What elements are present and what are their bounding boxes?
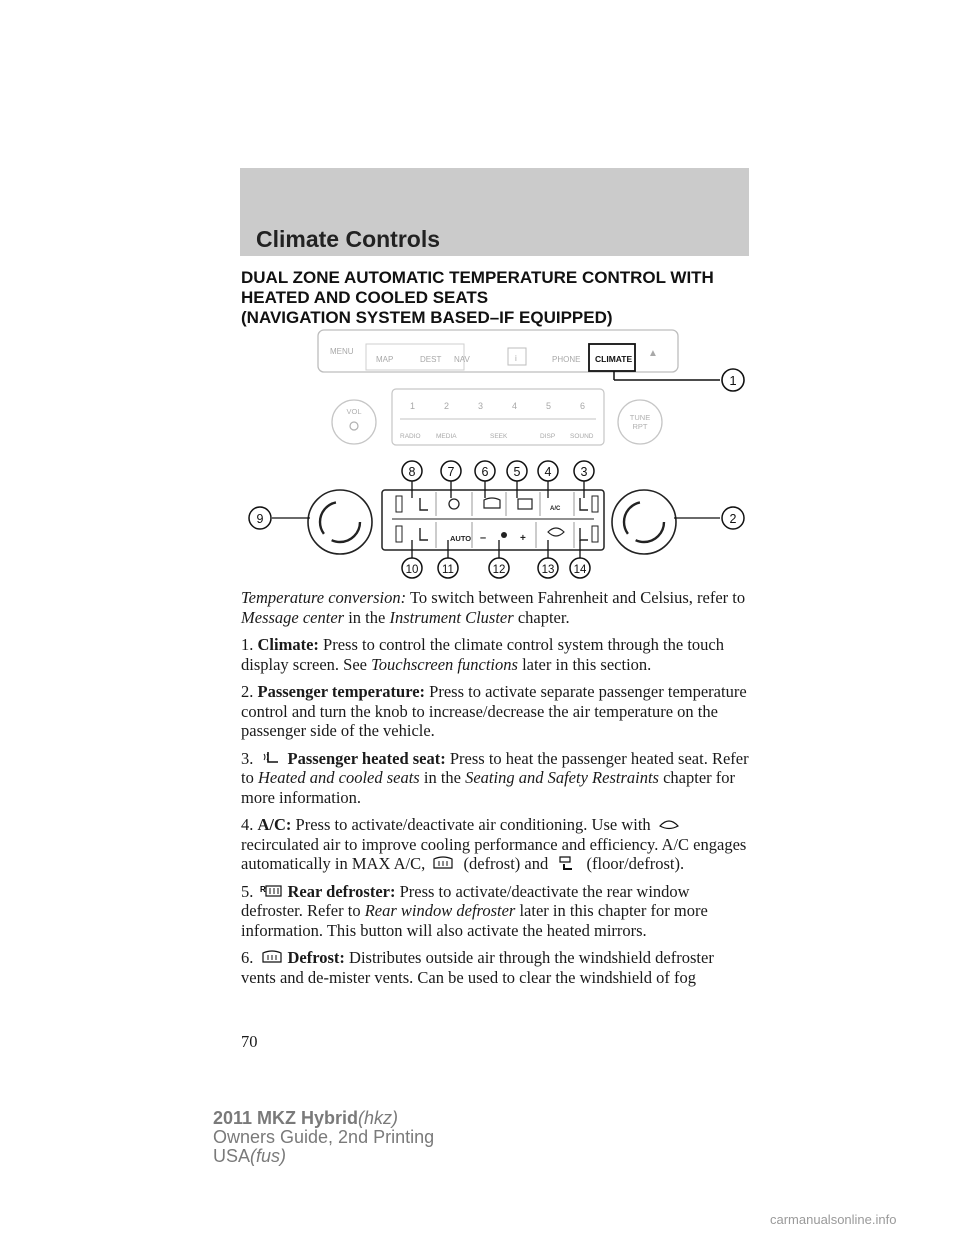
heading-line-2: HEATED AND COOLED SEATS bbox=[241, 288, 489, 307]
footer-model: 2011 MKZ Hybrid bbox=[213, 1108, 359, 1128]
paragraph-3 bbox=[241, 749, 751, 808]
watermark: carmanualsonline.info bbox=[770, 1212, 897, 1227]
callout-12-label: 12 bbox=[492, 564, 506, 576]
preset-4: 4 bbox=[512, 401, 518, 411]
callout-3-label: 3 bbox=[580, 465, 588, 479]
floor-defrost-icon bbox=[554, 855, 578, 871]
passenger-cooled-seat-icon bbox=[580, 528, 588, 540]
heated-seat-icon bbox=[260, 750, 284, 766]
p1-text-2: later in this section. bbox=[517, 654, 652, 674]
sound-button: SOUND bbox=[570, 433, 594, 440]
p3-text-3: chapter for more information. bbox=[241, 768, 736, 807]
tune-label: TUNE bbox=[629, 413, 651, 422]
p1-ref: Touchscreen functions bbox=[371, 654, 518, 674]
p5-number: 5. bbox=[241, 881, 258, 901]
p5-text-1: Press to activate/deactivate the rear window defroster. Refer to bbox=[241, 881, 690, 920]
callout-7-label: 7 bbox=[447, 465, 455, 479]
paragraph-2 bbox=[241, 682, 751, 741]
callout-9-label: 9 bbox=[256, 512, 264, 526]
page-number: 70 bbox=[241, 1032, 258, 1051]
defrost-icon bbox=[484, 498, 500, 508]
driver-cooled-seat-icon bbox=[420, 528, 428, 540]
heading-line-1: DUAL ZONE AUTOMATIC TEMPERATURE CONTROL WITH bbox=[241, 268, 714, 287]
section-heading bbox=[241, 268, 761, 328]
preset-3: 3 bbox=[478, 401, 484, 411]
body-text bbox=[241, 588, 751, 995]
footer-line-3 bbox=[213, 1147, 434, 1166]
footer-model-code: (hkz) bbox=[358, 1108, 399, 1128]
phone-button: PHONE bbox=[552, 355, 581, 364]
p3-ref-2: Seating and Safety Restraints bbox=[465, 768, 659, 787]
recirculation-icon bbox=[548, 528, 564, 536]
fan-icon bbox=[501, 532, 507, 538]
callout-2-label: 2 bbox=[729, 512, 737, 526]
callout-14-label: 14 bbox=[573, 564, 587, 576]
preset-6: 6 bbox=[580, 401, 586, 411]
fan-minus: – bbox=[480, 532, 487, 544]
p4-number: 4. bbox=[241, 815, 258, 834]
climate-button-panel bbox=[382, 490, 604, 550]
p3-number: 3. bbox=[241, 748, 258, 768]
paragraph-6 bbox=[241, 948, 751, 987]
conv-label: Temperature conversion: bbox=[241, 588, 407, 607]
callout-4-label: 4 bbox=[544, 465, 552, 479]
menu-button: MENU bbox=[330, 347, 354, 356]
radio-button: RADIO bbox=[400, 433, 421, 440]
footer-line-2: Owners Guide, 2nd Printing bbox=[213, 1127, 435, 1147]
footer-market: USA bbox=[213, 1146, 251, 1166]
p6-number: 6. bbox=[241, 948, 258, 967]
passenger-heated-seat-icon bbox=[580, 498, 588, 510]
p2-number: 2. bbox=[241, 682, 258, 701]
p4-label: A/C: bbox=[257, 815, 292, 834]
media-button: MEDIA bbox=[436, 433, 457, 440]
auto-button: AUTO bbox=[450, 534, 472, 543]
rear-defrost-icon bbox=[518, 499, 532, 509]
dest-button: DEST bbox=[420, 355, 442, 364]
p2-label: Passenger temperature: bbox=[257, 682, 426, 701]
callout-10-label: 10 bbox=[405, 564, 419, 576]
p1-text-1: Press to control the climate control system through the touch display screen. See bbox=[241, 635, 724, 674]
climate-button: CLIMATE bbox=[595, 354, 633, 364]
passenger-knob-ring bbox=[624, 502, 664, 542]
footer-line-1 bbox=[213, 1109, 434, 1128]
preset-5: 5 bbox=[546, 401, 552, 411]
p5-ref: Rear window defroster bbox=[364, 901, 516, 920]
footer bbox=[213, 1109, 434, 1166]
callout-5-label: 5 bbox=[513, 465, 521, 479]
driver-knob-ring bbox=[320, 502, 360, 542]
callout-1-label: 1 bbox=[729, 373, 737, 388]
p5-text-2: later in this chapter for more information. This button will also activate the heated mirrors. bbox=[241, 901, 708, 940]
p6-text-1: Distributes outside air through the windshield defroster vents and de-mister vents. Can be used to clear the windshield of fog bbox=[241, 948, 714, 987]
climate-panel-figure bbox=[240, 326, 760, 584]
p3-text-2: in the bbox=[419, 768, 466, 787]
map-button: MAP bbox=[376, 355, 394, 364]
recirculation-icon bbox=[657, 816, 681, 832]
p4-text-3: (defrost) and bbox=[459, 854, 553, 873]
eject-icon: ▲ bbox=[648, 348, 658, 359]
conv-text-1: To switch between Fahrenheit and Celsius, refer to bbox=[406, 588, 746, 607]
preset-2: 2 bbox=[444, 401, 450, 411]
paragraph-5 bbox=[241, 882, 751, 941]
footer-market-code: (fus) bbox=[250, 1146, 287, 1166]
conv-ref-2: Instrument Cluster bbox=[389, 607, 514, 627]
p2-text-1: Press to activate separate passenger temperature control and turn the knob to increase/decrease the air temperature on the passenger side of the vehicle. bbox=[241, 682, 747, 740]
conv-ref-1: Message center bbox=[241, 607, 345, 627]
driver-heated-seat-icon bbox=[420, 498, 428, 510]
heading-line-3: (NAVIGATION SYSTEM BASED–IF EQUIPPED) bbox=[241, 308, 613, 327]
vol-label: VOL bbox=[346, 407, 362, 416]
ac-button: A/C bbox=[550, 506, 561, 512]
defrost-icon bbox=[431, 855, 455, 871]
passenger-temp-knob bbox=[612, 490, 676, 554]
p1-label: Climate: bbox=[257, 635, 319, 654]
p3-ref-1: Heated and cooled seats bbox=[257, 768, 420, 787]
rpt-label: RPT bbox=[632, 422, 648, 431]
conv-text-2: in the bbox=[344, 607, 390, 627]
p4-text-1: Press to activate/deactivate air conditioning. Use with bbox=[291, 815, 655, 834]
disp-button: DISP bbox=[540, 433, 556, 440]
seek-button: SEEK bbox=[490, 433, 508, 440]
callout-13-label: 13 bbox=[541, 564, 555, 576]
power-icon bbox=[350, 422, 358, 430]
p4-text-2: recirculated air to improve cooling performance and efficiency. A/C engages automatically in MAX A/C, bbox=[241, 834, 747, 873]
defrost-icon bbox=[260, 949, 284, 965]
paragraph-1 bbox=[241, 635, 751, 674]
paragraph-4 bbox=[241, 815, 751, 874]
p1-number: 1. bbox=[241, 635, 258, 654]
preset-1: 1 bbox=[410, 401, 416, 411]
p5-label: Rear defroster: bbox=[287, 881, 396, 901]
fan-plus: + bbox=[520, 533, 526, 544]
conv-text-3: chapter. bbox=[513, 607, 570, 627]
info-button: i bbox=[515, 354, 517, 363]
p3-text-1: Press to heat the passenger heated seat. Refer to bbox=[241, 748, 749, 787]
callout-8-label: 8 bbox=[408, 465, 416, 479]
rear-defrost-icon bbox=[260, 883, 284, 899]
nav-button: NAV bbox=[454, 355, 470, 364]
p4-text-4: (floor/defrost). bbox=[582, 854, 685, 873]
paragraph-temperature-conversion bbox=[241, 588, 751, 627]
svg-text:R: R bbox=[259, 884, 266, 894]
p3-label: Passenger heated seat: bbox=[287, 748, 446, 768]
driver-temp-knob bbox=[308, 490, 372, 554]
callout-11-label: 11 bbox=[442, 564, 454, 576]
p6-label: Defrost: bbox=[287, 948, 345, 967]
page-title: Climate Controls bbox=[256, 226, 441, 252]
power-icon bbox=[449, 499, 459, 509]
callout-6-label: 6 bbox=[481, 465, 489, 479]
